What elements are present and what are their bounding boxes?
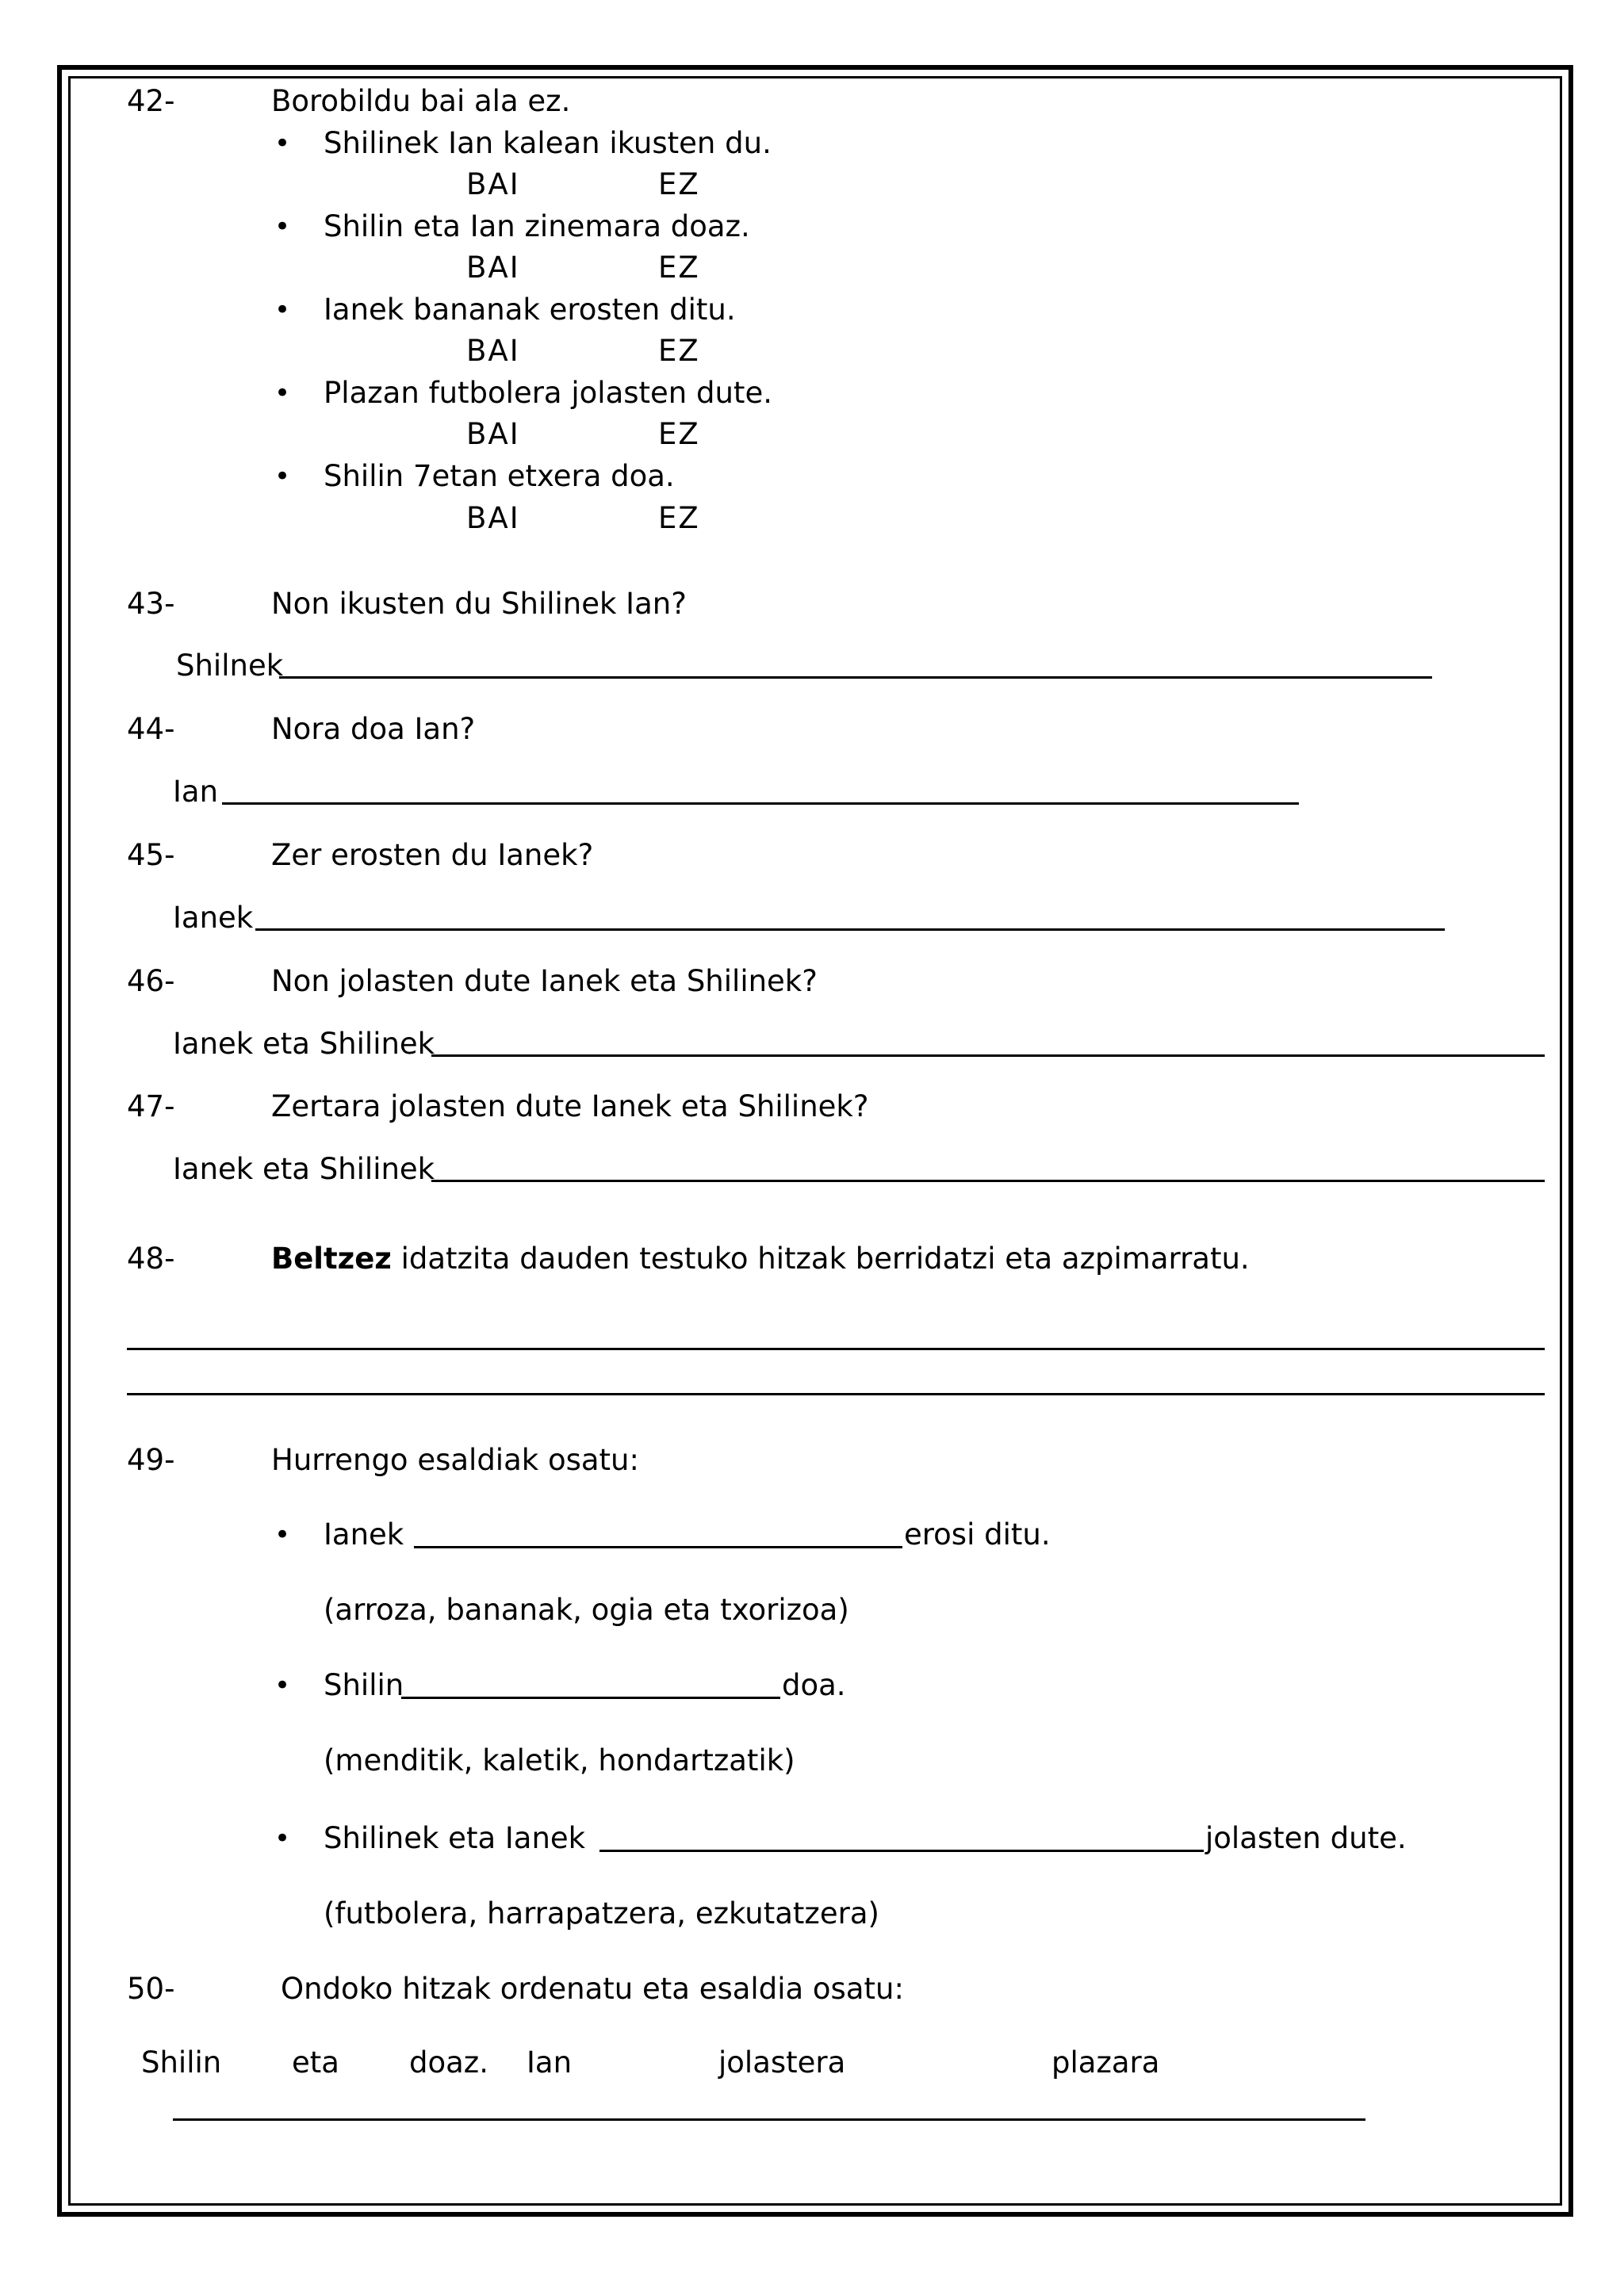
prompt-rest: idatzita dauden testuko hitzak berridatzi eta azpimarratu.	[391, 1242, 1250, 1276]
answer-line[interactable]	[127, 1348, 1545, 1350]
bold-word: Beltzez	[271, 1242, 392, 1276]
question-prompt	[271, 1242, 1250, 1276]
fill-blank[interactable]	[401, 1697, 780, 1699]
answer-line[interactable]	[255, 928, 1445, 931]
no-option[interactable]: EZ	[658, 251, 700, 285]
statement: Plazan futbolera jolasten dute.	[324, 376, 772, 410]
options-hint: (arroza, bananak, ogia eta txorizoa)	[324, 1593, 849, 1627]
answer-line[interactable]	[173, 2118, 1365, 2121]
question-number: 45-	[127, 838, 175, 872]
answer-line[interactable]	[431, 1180, 1545, 1182]
statement: Shilin 7etan etxera doa.	[324, 459, 675, 493]
question-number: 46-	[127, 964, 175, 998]
no-option[interactable]: EZ	[658, 501, 700, 535]
question-number: 44-	[127, 712, 175, 746]
answer-line[interactable]	[431, 1054, 1545, 1057]
statement: Shilinek Ian kalean ikusten du.	[324, 126, 772, 160]
yes-option[interactable]: BAI	[466, 251, 520, 285]
question-number: 47-	[127, 1089, 175, 1123]
question-number: 50-	[127, 1972, 175, 2006]
question-number: 42-	[127, 84, 175, 118]
bullet-icon: •	[274, 1670, 291, 1701]
yes-option[interactable]: BAI	[466, 167, 520, 201]
statement: Ianek bananak erosten ditu.	[324, 293, 736, 327]
fill-blank[interactable]	[599, 1850, 1204, 1852]
bullet-icon: •	[274, 211, 291, 243]
statement: Shilin eta Ian zinemara doaz.	[324, 209, 750, 243]
sentence-start: Shilin	[324, 1668, 404, 1702]
question-number: 48-	[127, 1242, 175, 1276]
question-prompt: Nora doa Ian?	[271, 712, 476, 746]
scrambled-word: eta	[292, 2045, 339, 2080]
answer-start: Ianek	[173, 901, 254, 935]
question-number: 49-	[127, 1443, 175, 1477]
scrambled-word: jolastera	[718, 2045, 846, 2080]
page-border-inner	[68, 76, 1562, 2206]
bullet-icon: •	[274, 461, 291, 492]
yes-option[interactable]: BAI	[466, 501, 520, 535]
no-option[interactable]: EZ	[658, 417, 700, 451]
sentence-end: doa.	[782, 1668, 846, 1702]
options-hint: (menditik, kaletik, hondartzatik)	[324, 1743, 795, 1777]
options-hint: (futbolera, harrapatzera, ezkutatzera)	[324, 1896, 879, 1931]
question-number: 43-	[127, 587, 175, 621]
yes-option[interactable]: BAI	[466, 334, 520, 368]
no-option[interactable]: EZ	[658, 167, 700, 201]
question-prompt: Zertara jolasten dute Ianek eta Shilinek?	[271, 1089, 869, 1123]
yes-option[interactable]: BAI	[466, 417, 520, 451]
no-option[interactable]: EZ	[658, 334, 700, 368]
question-prompt: Borobildu bai ala ez.	[271, 84, 571, 118]
bullet-icon: •	[274, 377, 291, 409]
question-prompt: Zer erosten du Ianek?	[271, 838, 594, 872]
question-prompt: Non ikusten du Shilinek Ian?	[271, 587, 687, 621]
scrambled-word: Shilin	[141, 2045, 222, 2080]
sentence-start: Shilinek eta Ianek	[324, 1821, 586, 1855]
bullet-icon: •	[274, 1519, 291, 1551]
sentence-end: jolasten dute.	[1205, 1821, 1407, 1855]
bullet-icon: •	[274, 128, 291, 159]
fill-blank[interactable]	[414, 1546, 902, 1548]
question-prompt: Hurrengo esaldiak osatu:	[271, 1443, 639, 1477]
sentence-start: Ianek	[324, 1517, 404, 1552]
answer-line[interactable]	[127, 1393, 1545, 1395]
bullet-icon: •	[274, 294, 291, 326]
question-prompt: Non jolasten dute Ianek eta Shilinek?	[271, 964, 818, 998]
sentence-end: erosi ditu.	[904, 1517, 1051, 1552]
scrambled-word: doaz.	[409, 2045, 488, 2080]
answer-start: Shilnek	[176, 649, 284, 683]
answer-line[interactable]	[279, 676, 1432, 679]
answer-start: Ianek eta Shilinek	[173, 1152, 435, 1186]
answer-line[interactable]	[222, 802, 1299, 805]
scrambled-word: plazara	[1051, 2045, 1160, 2080]
scrambled-word: Ian	[527, 2045, 573, 2080]
bullet-icon: •	[274, 1823, 291, 1854]
answer-start: Ian	[173, 775, 219, 809]
question-prompt: Ondoko hitzak ordenatu eta esaldia osatu:	[281, 1972, 904, 2006]
answer-start: Ianek eta Shilinek	[173, 1027, 435, 1061]
